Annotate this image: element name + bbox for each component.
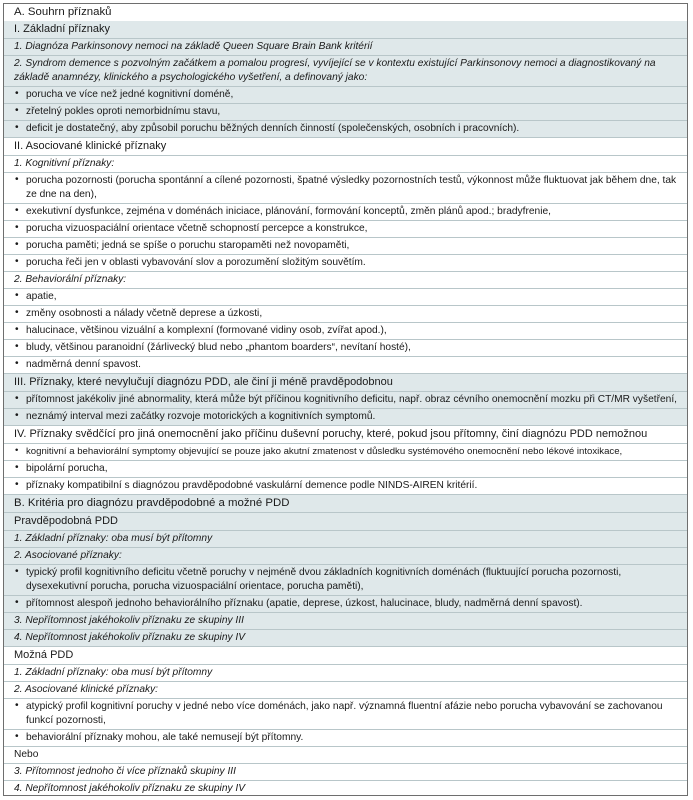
list-item: • přítomnost jakékoliv jiné abnormality, která může být příčinou kognitivního deficitu, např. obraz cévního onemocnění mozku při CT/MR vyšetření,	[4, 392, 687, 409]
list-item: • exekutivní dysfunkce, zejména v doménách iniciace, plánování, formování konceptů, změn plánů apod.; bradyfrenie,	[4, 204, 687, 221]
list-item: • apatie,	[4, 289, 687, 306]
section-heading: Pravděpodobná PDD	[4, 513, 687, 531]
table-row: 4. Nepřítomnost jakéhokoliv příznaku ze skupiny IV	[14, 783, 246, 794]
list-item: • atypický profil kognitivní poruchy v jedné nebo více doménách, jako např. významná fluentní afázie nebo porucha vybavování se zachovanou funkcí pozornosti,	[4, 699, 687, 730]
table-row: 3. Přítomnost jednoho či více příznaků skupiny III	[4, 764, 687, 781]
list-item: • neznámý interval mezi začátky rozvoje motorických a kognitivních symptomů.	[4, 409, 687, 426]
section-heading: I. Základní příznaky	[4, 21, 687, 39]
list-item: • halucinace, většinou vizuální a komplexní (formované vidiny osob, zvířat apod.),	[4, 323, 687, 340]
section-heading: IV. Příznaky svědčící pro jiná onemocnění jako příčinu duševní poruchy, které, pokud jsou přítomny, činí diagnózu PDD nemožnou	[4, 426, 687, 444]
criteria-table	[3, 3, 688, 796]
table-row: 1. Kognitivní příznaky:	[4, 156, 687, 173]
list-item: • porucha vizuospaciální orientace včetně schopností percepce a konstrukce,	[4, 221, 687, 238]
section-heading: II. Asociované klinické příznaky	[4, 138, 687, 156]
list-item: • nadměrná denní spavost.	[4, 357, 687, 374]
list-item: • bipolární porucha,	[4, 461, 687, 478]
list-item: • porucha pozornosti (porucha spontánní a cílené pozornosti, špatné výsledky pozornostních testů, výkonnost může fluktuovat jak během dne, tak ze dne na den),	[4, 173, 687, 204]
list-item: • porucha ve více než jedné kognitivní doméně,	[4, 87, 687, 104]
section-heading: A. Souhrn příznaků	[14, 6, 112, 18]
list-item: • deficit je dostatečný, aby způsobil poruchu běžných denních činností (společenských, osobních i pracovních).	[4, 121, 687, 138]
list-item: • zřetelný pokles oproti nemorbidnímu stavu,	[4, 104, 687, 121]
table-row: 2. Behaviorální příznaky:	[4, 272, 687, 289]
table-row: 3. Nepřítomnost jakéhokoliv příznaku ze skupiny III	[4, 613, 687, 630]
table-row: Nebo	[4, 747, 687, 764]
list-item: • přítomnost alespoň jednoho behaviorálního příznaku (apatie, deprese, úzkost, halucinace, bludy, nadměrná denní spavost).	[4, 596, 687, 613]
list-item: • bludy, většinou paranoidní (žárlivecký blud nebo „phantom boarders“, nevítaní hosté),	[4, 340, 687, 357]
table-row: 1. Základní příznaky: oba musí být přítomny	[4, 531, 687, 548]
list-item: • typický profil kognitivního deficitu včetně poruchy v nejméně dvou základních kognitivních doménách (fluktuující porucha pozornosti, dysexekutivní porucha, porucha vizuospaciální orientace, porucha paměti),	[4, 565, 687, 596]
table-row: 4. Nepřítomnost jakéhokoliv příznaku ze skupiny IV	[4, 630, 687, 647]
table-row: 2. Asociované příznaky:	[4, 548, 687, 565]
table-row: 2. Syndrom demence s pozvolným začátkem a pomalou progresí, vyvíjející se v kontextu existující Parkinsonovy nemoci a diagnostikovaný na základě anamnézy, klinického a psychologického vyšetření, a definovaný jako:	[4, 56, 687, 87]
table-row: 1. Základní příznaky: oba musí být přítomny	[4, 665, 687, 682]
section-heading: III. Příznaky, které nevylučují diagnózu PDD, ale činí ji méně pravděpodobnou	[4, 374, 687, 392]
list-item: • změny osobnosti a nálady včetně deprese a úzkosti,	[4, 306, 687, 323]
table-row: 2. Asociované klinické příznaky:	[4, 682, 687, 699]
list-item: • porucha paměti; jedná se spíše o poruchu staropaměti než novopaměti,	[4, 238, 687, 255]
list-item: • kognitivní a behaviorální symptomy objevující se pouze jako akutní zmatenost v důsledku systémového onemocnění nebo lékové intoxikace,	[4, 444, 687, 461]
list-item: • behaviorální příznaky mohou, ale také nemusejí být přítomny.	[4, 730, 687, 747]
section-heading: B. Kritéria pro diagnózu pravděpodobné a možné PDD	[4, 495, 687, 513]
list-item: • porucha řeči jen v oblasti vybavování slov a porozumění složitým souvětím.	[4, 255, 687, 272]
section-heading: Možná PDD	[4, 647, 687, 665]
list-item: • příznaky kompatibilní s diagnózou pravděpodobné vaskulární demence podle NINDS-AIREN kritérií.	[4, 478, 687, 495]
table-row: 1. Diagnóza Parkinsonovy nemoci na základě Queen Square Brain Bank kritérií	[4, 39, 687, 56]
